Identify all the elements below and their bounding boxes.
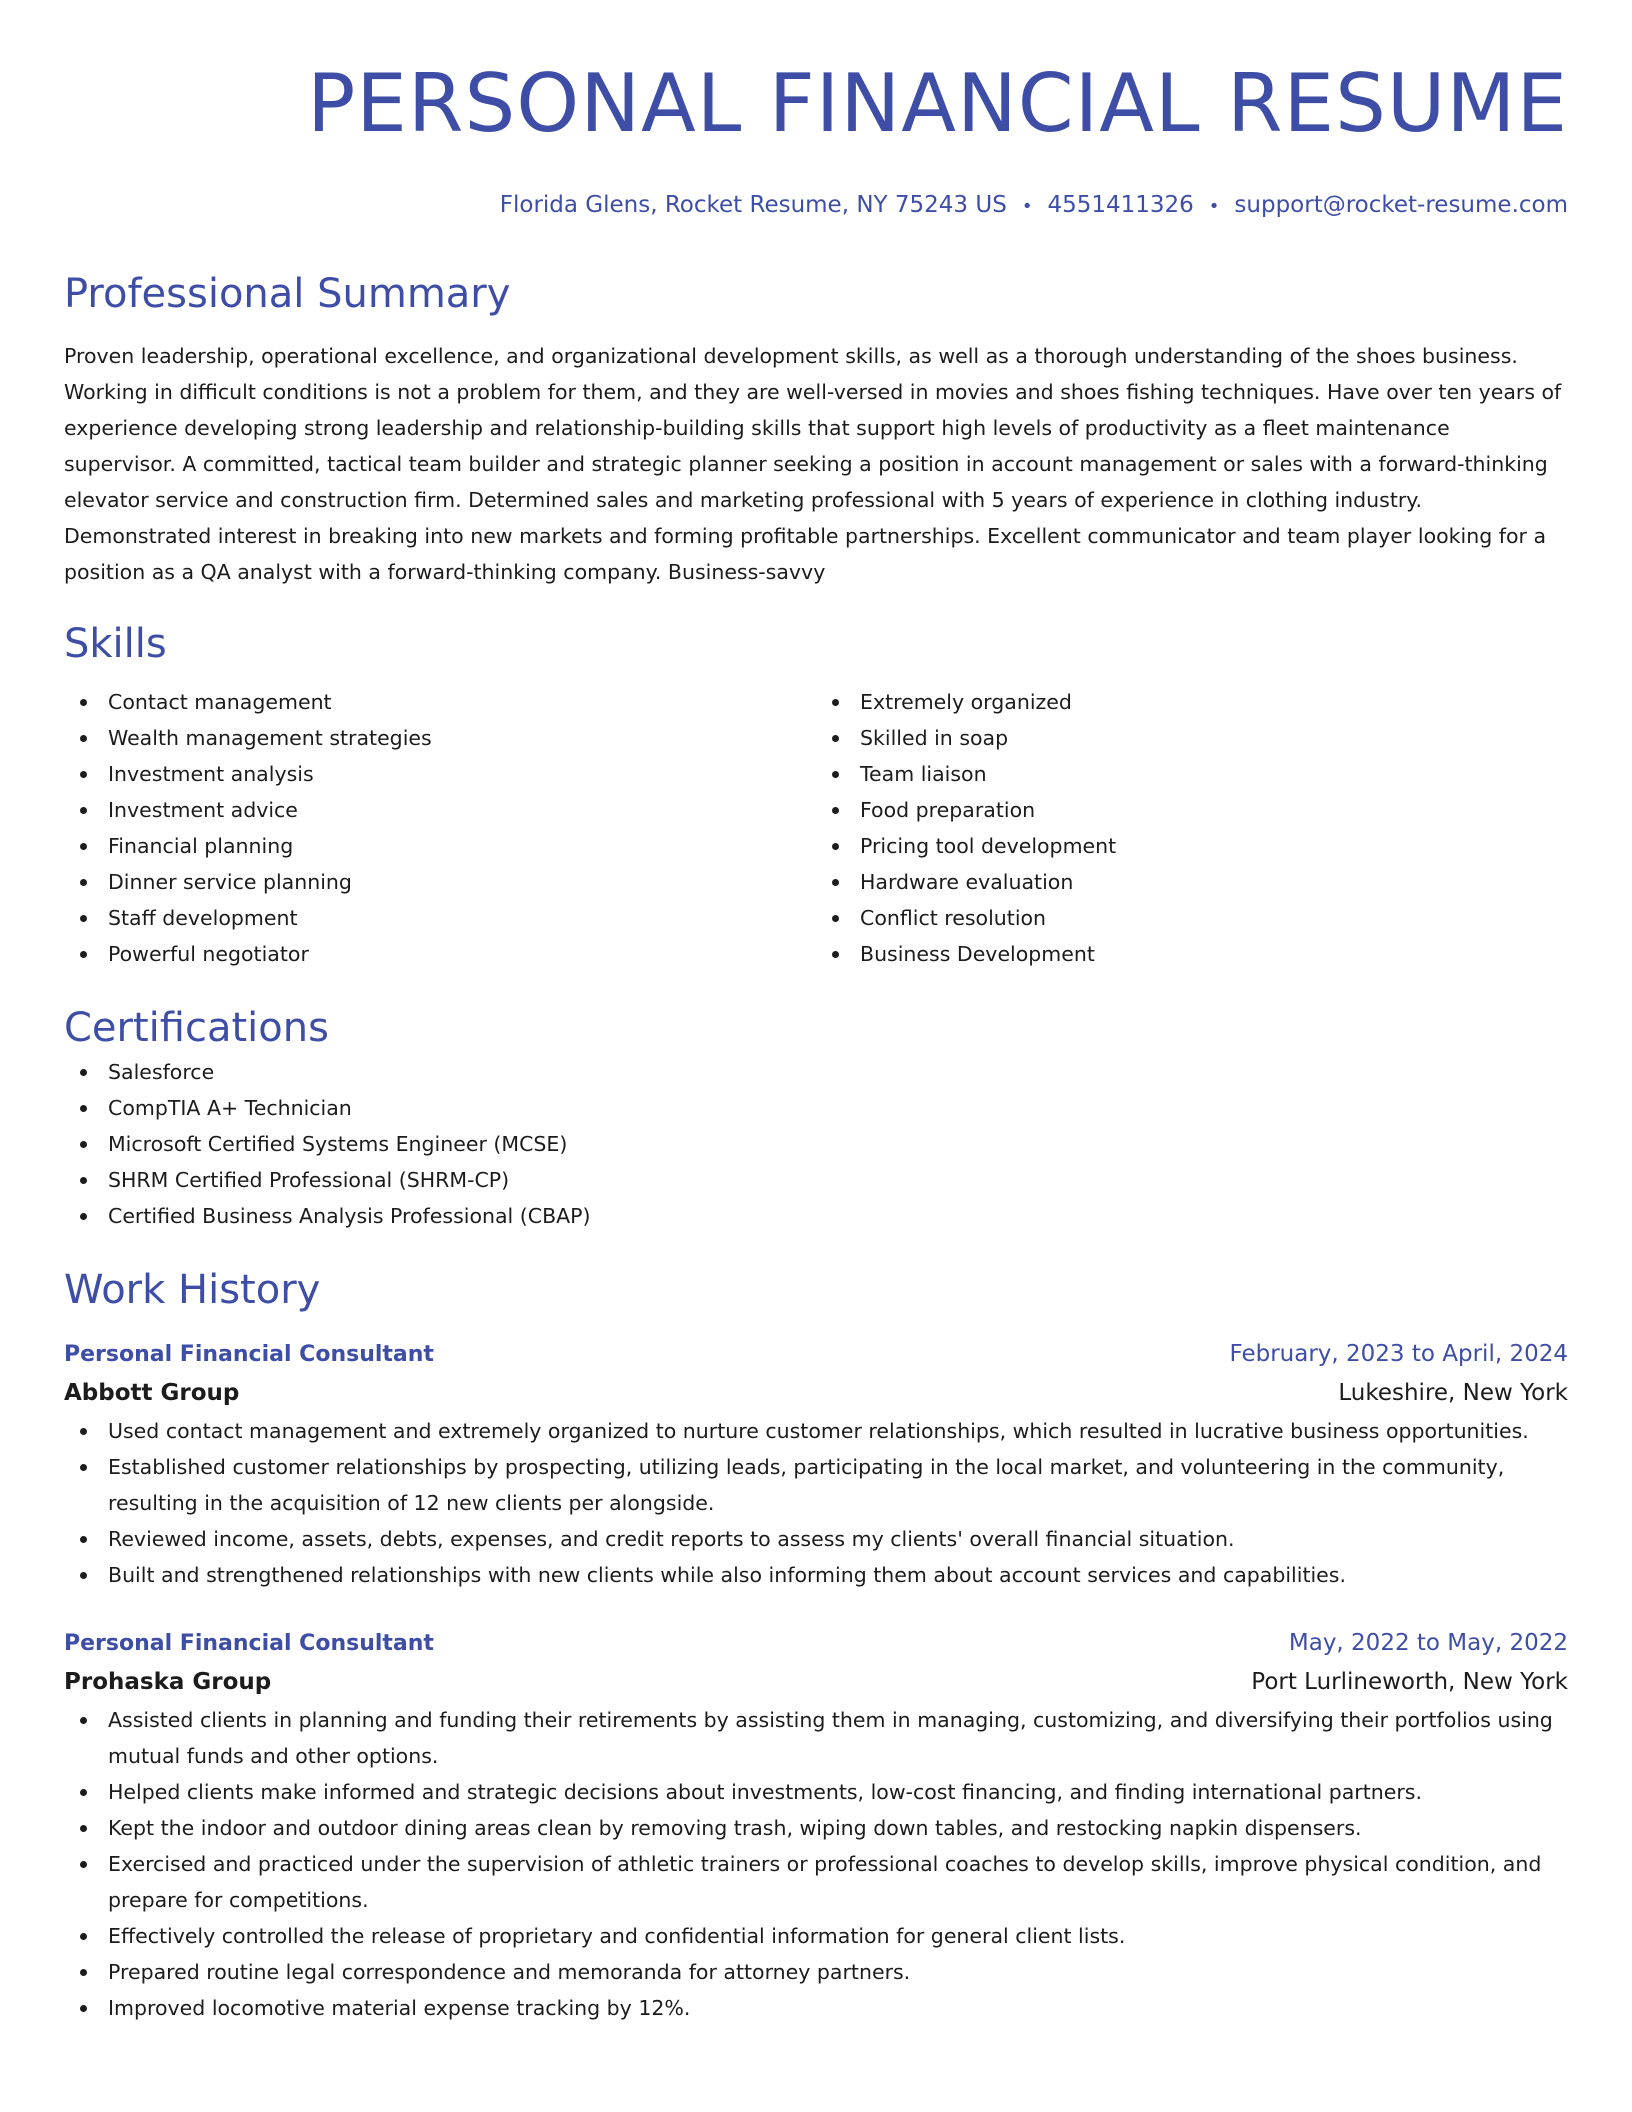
work-history-section [64,1264,1568,2026]
certification-item: CompTIA A+ Technician [64,1090,1568,1126]
job-bullet: Effectively controlled the release of proprietary and confidential information for general client lists. [64,1918,1568,1954]
certification-item: SHRM Certified Professional (SHRM-CP) [64,1162,1568,1198]
skill-item: Food preparation [816,792,1568,828]
job-bullet: Assisted clients in planning and funding their retirements by assisting them in managing, customizing, and diversifying their portfolios using mutual funds and other options. [64,1702,1568,1774]
certification-item: Microsoft Certified Systems Engineer (MCSE) [64,1126,1568,1162]
job-dates: February, 2023 to April, 2024 [1229,1341,1568,1367]
skills-list-left [64,684,816,972]
job-title: Personal Financial Consultant [64,1342,434,1367]
job-dates: May, 2022 to May, 2022 [1288,1630,1568,1656]
job-bullet: Exercised and practiced under the supervision of athletic trainers or professional coaches to develop skills, improve physical condition, and prepare for competitions. [64,1846,1568,1918]
skill-item: Powerful negotiator [64,936,816,972]
skill-item: Conflict resolution [816,900,1568,936]
job-entry [64,1336,1568,1593]
certifications-title: Certifications [64,1005,329,1051]
skills-section [64,618,1568,972]
skill-item: Business Development [816,936,1568,972]
skill-item: Dinner service planning [64,864,816,900]
skill-item: Team liaison [816,756,1568,792]
job-bullet: Reviewed income, assets, debts, expenses, and credit reports to assess my clients' overall financial situation. [64,1521,1568,1557]
skill-item: Investment analysis [64,756,816,792]
resume-header [64,56,1568,222]
skills-column-right [816,684,1568,972]
summary-title: Professional Summary [64,271,511,317]
resume-name: PERSONAL FINANCIAL RESUME [307,57,1568,150]
skills-column-left [64,684,816,972]
job-bullet: Helped clients make informed and strategic decisions about investments, low-cost financing, and finding international partners. [64,1774,1568,1810]
skills-columns [64,684,1568,972]
skill-item: Contact management [64,684,816,720]
skill-item: Hardware evaluation [816,864,1568,900]
certifications-list [64,1054,1568,1234]
skill-item: Skilled in soap [816,720,1568,756]
skill-item: Extremely organized [816,684,1568,720]
contact-separator: • [1208,196,1220,217]
summary-text: Proven leadership, operational excellence, and organizational development skills, as well as a thorough understanding of the shoes business. Working in difficult conditions is not a problem for them, and they are well-versed in movies and shoes fishing techniques. Have over ten years of experience developing strong leadership and relationship-building skills that support high levels of productivity as a fleet maintenance supervisor. A committed, tactical team builder and strategic planner seeking a position in account management or sales with a forward-thinking elevator service and construction firm. Determined sales and marketing professional with 5 years of experience in clothing industry. Demonstrated interest in breaking into new markets and forming profitable partnerships. Excellent communicator and team player looking for a position as a QA analyst with a forward-thinking company. Business-savvy [64,344,1562,584]
job-company-row [64,1662,1568,1702]
work-history-title: Work History [64,1267,321,1313]
job-bullet: Kept the indoor and outdoor dining areas clean by removing trash, wiping down tables, and restocking napkin dispensers. [64,1810,1568,1846]
skills-title: Skills [64,621,167,667]
summary-section [64,268,1568,590]
job-bullet: Established customer relationships by prospecting, utilizing leads, participating in the local market, and volunteering in the community, resulting in the acquisition of 12 new clients per alongside. [64,1449,1568,1521]
job-title: Personal Financial Consultant [64,1631,434,1656]
job-title-row [64,1625,1568,1662]
job-bullet: Built and strengthened relationships with new clients while also informing them about account services and capabilities. [64,1557,1568,1593]
job-title-row [64,1336,1568,1373]
certifications-section [64,1002,1568,1234]
skill-item: Pricing tool development [816,828,1568,864]
job-company-row [64,1373,1568,1413]
skill-item: Staff development [64,900,816,936]
job-bullets [64,1702,1568,2026]
skill-item: Investment advice [64,792,816,828]
job-bullet: Used contact management and extremely organized to nurture customer relationships, which resulted in lucrative business opportunities. [64,1413,1568,1449]
contact-separator: • [1021,196,1033,217]
skills-list-right [816,684,1568,972]
skill-item: Financial planning [64,828,816,864]
certification-item: Certified Business Analysis Professional (CBAP) [64,1198,1568,1234]
job-company: Abbott Group [64,1380,240,1406]
job-location: Port Lurlineworth, New York [1251,1669,1568,1695]
job-company: Prohaska Group [64,1669,272,1695]
job-location: Lukeshire, New York [1338,1380,1568,1406]
certification-item: Salesforce [64,1054,1568,1090]
job-bullets [64,1413,1568,1593]
contact-address: Florida Glens, Rocket Resume, NY 75243 US [499,192,1007,218]
contact-line [64,190,1568,222]
skill-item: Wealth management strategies [64,720,816,756]
job-entry [64,1625,1568,2026]
contact-email: support@rocket-resume.com [1234,192,1568,218]
job-bullet: Prepared routine legal correspondence and memoranda for attorney partners. [64,1954,1568,1990]
contact-phone: 4551411326 [1047,192,1194,218]
job-bullet: Improved locomotive material expense tracking by 12%. [64,1990,1568,2026]
